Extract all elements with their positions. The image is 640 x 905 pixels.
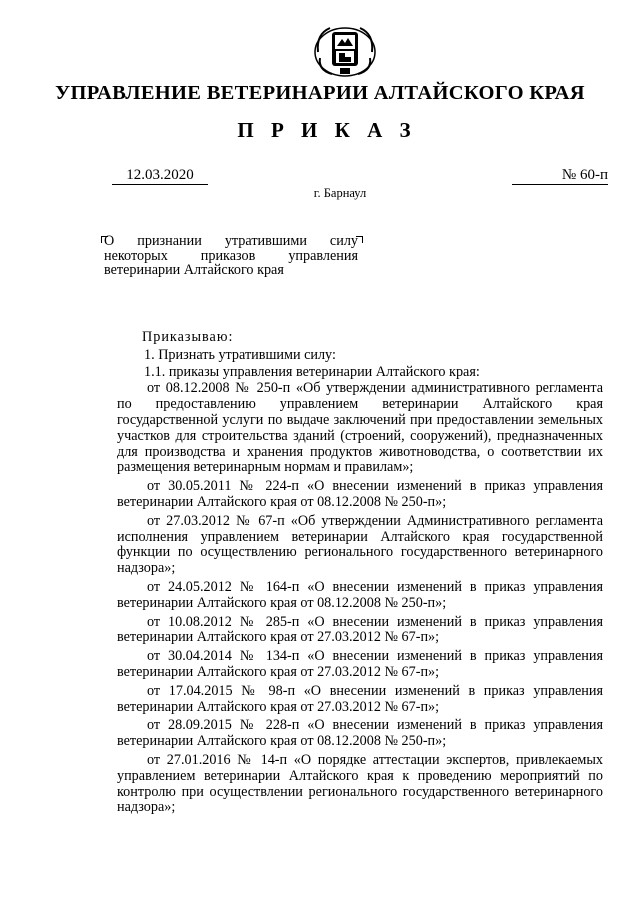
repealed-order-entry: от 17.04.2015 № 98-п «О внесении изменений в приказ управления ветеринарии Алтайского края от 27.03.2012 № 67-п»; — [117, 682, 603, 715]
subject-line: О признании утратившими силу — [104, 233, 358, 249]
repealed-order-entry: от 08.12.2008 № 250-п «Об утверждении административного регламента по предоставлению управлением ветеринарии Алтайского края государственной услуги по выдаче заключений при предоставлении земельных участков для строительства зданий (строений, сооружений), предназначенных для производства и хранения продуктов животноводства, о соответствии их размещения ветеринарным нормам и правилам»; — [117, 380, 603, 476]
coat-of-arms-emblem — [310, 22, 380, 78]
order-item: 1. Признать утратившими силу: — [144, 346, 336, 363]
subject-line: некоторых приказов управления — [104, 247, 358, 264]
repealed-order-entry: от 28.09.2015 № 228-п «О внесении изменений в приказ управления ветеринарии Алтайского края от 08.12.2008 № 250-п»; — [117, 717, 603, 750]
repealed-order-entry: от 27.03.2012 № 67-п «Об утверждении Административного регламента исполнения управлением ветеринарии Алтайского края государственной функции по осуществлению регионального государственного ветеринарного надзора»; — [117, 512, 603, 577]
document-number: № 60-п — [512, 166, 608, 185]
document-subject — [104, 234, 358, 278]
subject-line: ветеринарии Алтайского края — [104, 262, 284, 278]
order-heading: Приказываю: — [142, 329, 234, 345]
document-body — [117, 330, 603, 819]
document-date: 12.03.2020 — [112, 166, 208, 185]
repealed-order-entry: от 24.05.2012 № 164-п «О внесении изменений в приказ управления ветеринарии Алтайского края от 08.12.2008 № 250-п»; — [117, 578, 603, 611]
document-city: г. Барнаул — [313, 186, 367, 200]
repealed-order-entry: от 30.05.2011 № 224-п «О внесении изменений в приказ управления ветеринарии Алтайского края от 08.12.2008 № 250-п»; — [117, 478, 603, 510]
order-subitem: 1.1. приказы управления ветеринарии Алтайского края: — [144, 363, 480, 380]
organization-title: УПРАВЛЕНИЕ ВЕТЕРИНАРИИ АЛТАЙСКОГО КРАЯ — [55, 82, 585, 104]
repealed-order-entry: от 27.01.2016 № 14-п «О порядке аттестации экспертов, привлекаемых управлением ветеринарии Алтайского края к проведению мероприятий по контролю при осуществлении регионального государственного ветеринарного надзора»; — [117, 751, 603, 816]
document-type-title: П Р И К А З — [237, 118, 417, 142]
repealed-order-entry: от 10.08.2012 № 285-п «О внесении изменений в приказ управления ветеринарии Алтайского края от 27.03.2012 № 67-п»; — [117, 613, 603, 646]
repealed-order-entry: от 30.04.2014 № 134-п «О внесении изменений в приказ управления ветеринарии Алтайского края от 27.03.2012 № 67-п»; — [117, 648, 603, 680]
